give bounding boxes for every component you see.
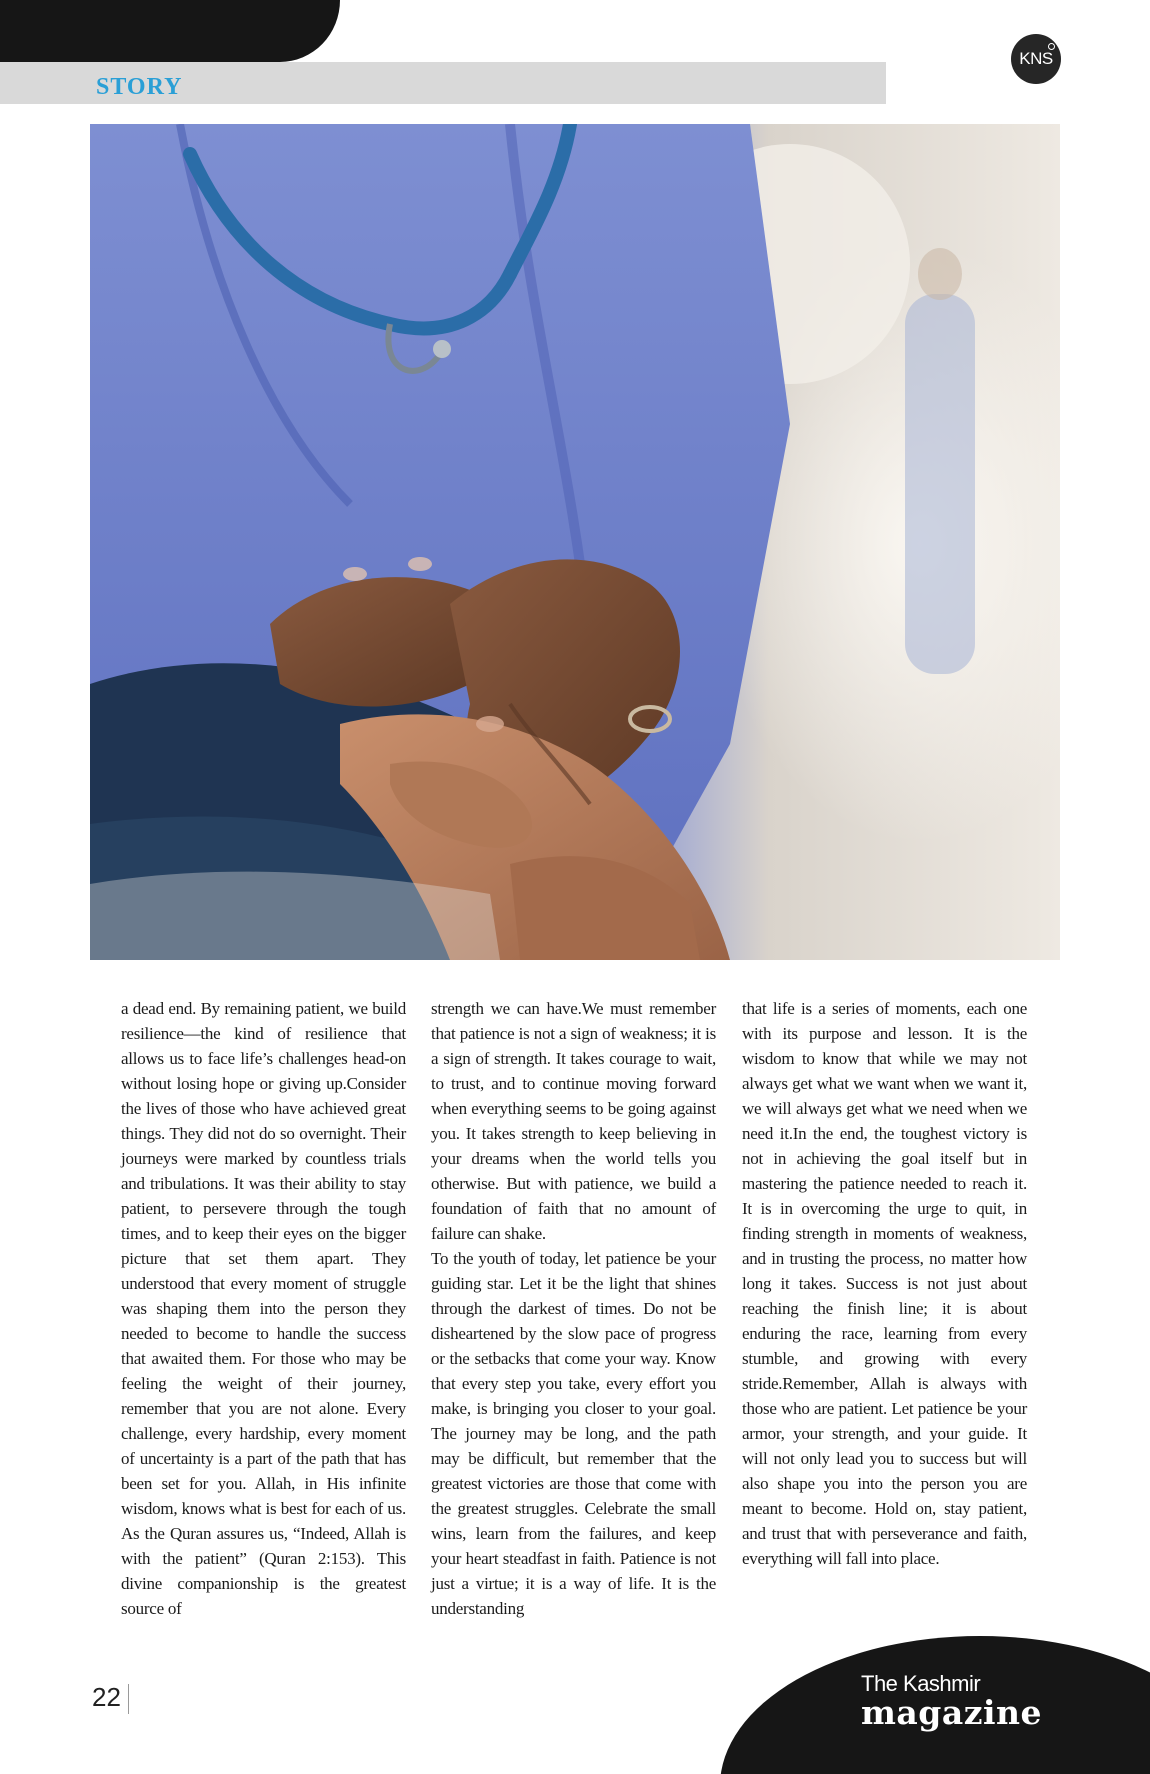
article-paragraph: strength we can have.We must remember that patience is not a sign of weakness; it is a sign of strength. It takes courage to wait, to trust, and to continue moving forward when everything seems to be going against you. It takes strength to keep believing in your dreams when the world tells you otherwise. But with patience, we build a foundation of faith that no amount of failure can shake. xyxy=(431,999,716,1243)
page-number: 22 xyxy=(92,1682,121,1712)
article-photo xyxy=(90,124,1060,960)
article-paragraph: To the youth of today, let patience be your guiding star. Let it be the light that shines through the darkest of times. Do not be disheartened by the slow pace of progress or the setbacks that come your way. Know that every step you take, every effort you make, is bringing you closer to your goal. The journey may be long, and the path may be difficult, but remember that the greatest victories are those that come with the greatest struggles. Celebrate the small wins, learn from the failures, and keep your heart steadfast in faith. Patience is not just a virtue; it is a way of life. It is the understanding xyxy=(431,1249,716,1618)
section-label: STORY xyxy=(96,74,183,100)
kns-logo xyxy=(1011,34,1061,84)
magazine-logo-line1: The Kashmir xyxy=(861,1671,981,1696)
corner-decoration-top xyxy=(0,0,340,62)
kns-logo-text: KNS xyxy=(1019,49,1053,68)
article-paragraph: that life is a series of moments, each one with its purpose and lesson. It is the wisdom to know that while we may not always get what we want when we want it, we will always get what we need when we need it.In the end, the toughest victory is not in achieving the goal itself but in mastering the patience needed to reach it. It is in overcoming the urge to quit, in finding strength in moments of weakness, and in trusting the process, no matter how long it takes. Success is not just about reaching the finish line; it is about enduring the race, learning from every stumble, and growing with every stride.Remember, Allah is always with those who are patient. Let patience be your armor, your strength, and your guide. It will not only lead you to success but will also shape you into the person you are meant to become. Hold on, stay patient, and trust that with perseverance and faith, everything will fall into place. xyxy=(742,999,1027,1568)
article-column-3 xyxy=(742,996,1027,1571)
magazine-logo xyxy=(861,1672,1042,1730)
hands-photo-illustration xyxy=(90,124,1060,960)
magazine-logo-line2: magazine xyxy=(861,1693,1043,1732)
article-column-2 xyxy=(431,996,716,1621)
page-number-divider xyxy=(128,1684,129,1714)
article-paragraph: a dead end. By remaining patient, we build resilience—the kind of resilience that allows us to face life’s challenges head-on without losing hope or giving up.Consider the lives of those who have achieved great things. They did not do so overnight. Their journeys were marked by countless trials and tribulations. It was their ability to stay patient, to persevere through the tough times, and to keep their eyes on the bigger picture that set them apart. They understood that every moment of struggle was shaping them into the person they needed to become to handle the success that awaited them. For those who may be feeling the weight of their journey, remember that you are not alone. Every challenge, every hardship, every moment of uncertainty is a part of the path that has been set for you. Allah, in His infinite wisdom, knows what is best for each of us. As the Quran assures us, “Indeed, Allah is with the patient” (Quran 2:153). This divine companionship is the greatest source of xyxy=(121,999,406,1618)
article-column-1 xyxy=(121,996,406,1621)
registered-mark-icon xyxy=(1048,43,1055,50)
